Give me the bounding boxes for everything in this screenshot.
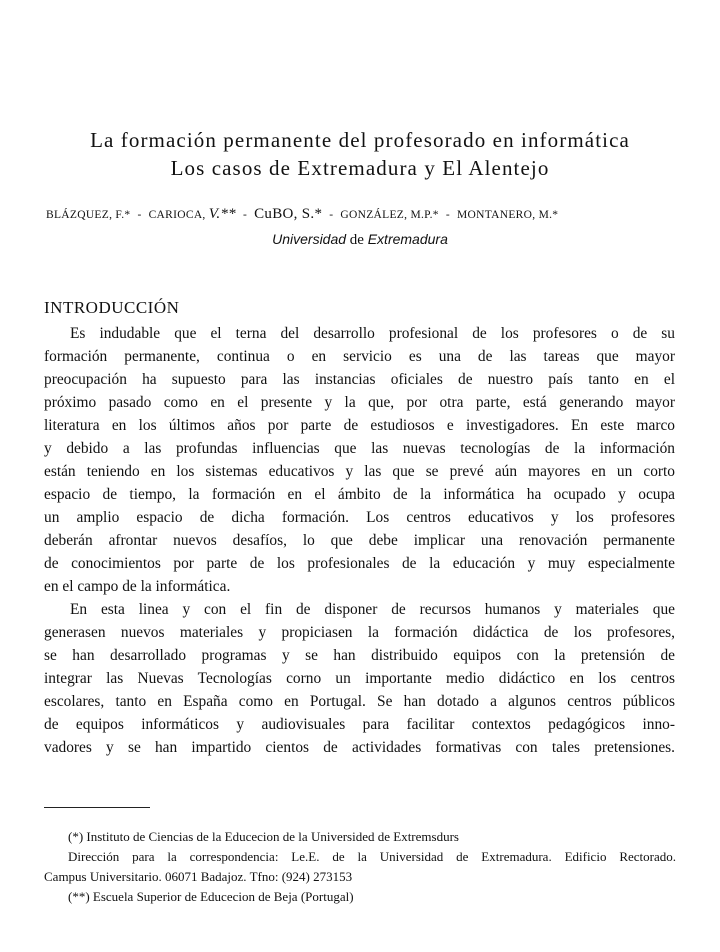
title-line-2: Los casos de Extremadura y El Alentejo — [170, 156, 550, 180]
footnote-2: Dirección para la correspondencia: Le.E. de la Universidad de Extremadura. Edificio Rectorado. — [68, 849, 676, 864]
paragraph-line: espacio de tiempo, la formación en el ámbito de la informática ha ocupado y ocupa — [44, 486, 675, 503]
footnote-2-cont: Campus Universitario. 06071 Badajoz. Tfno: (924) 273153 — [44, 869, 353, 884]
paragraph-line: escolares, tanto en España como en Portugal. Se han dotado a algunos centros públicos — [44, 693, 675, 710]
paragraph-2 — [44, 598, 675, 759]
paragraph-line: vadores y se han impartido cientos de actividades formativas con tales pretensiones. — [44, 739, 675, 756]
author-blazquez: BLÁZQUEZ, F.* — [46, 209, 131, 221]
paragraph-line: se han desarrollado programas y se han distribuido equipos con la pretensión de — [44, 647, 675, 664]
affiliation — [0, 231, 720, 249]
affiliation-de: de — [349, 232, 364, 248]
paragraph-line: Es indudable que el terna del desarrollo profesional de los profesores o de su — [70, 325, 675, 342]
paragraph-line: literatura en los últimos años por parte de estudiosos e investigadores. En este marco — [44, 417, 675, 434]
paragraph-line: están teniendo en los sistemas educativos y las que se prevé aún mayores en un corto — [44, 463, 675, 480]
paragraph-line: formación permanente, continua o en servicio es una de las tareas que mayor — [44, 348, 675, 365]
footnote-divider — [44, 807, 150, 808]
paragraph-line: preocupación ha supuesto para las instancias oficiales de nuestro país tanto en el — [44, 371, 675, 388]
footnote-3: (**) Escuela Superior de Educecion de Beja (Portugal) — [68, 889, 354, 904]
footnote-1: (*) Instituto de Ciencias de la Educecion de la Universided de Extremsdurs — [68, 829, 459, 844]
author-carioca: CARIOCA, — [148, 209, 206, 221]
paragraph-1 — [44, 322, 675, 598]
author-montanero: MONTANERO, M.* — [456, 209, 559, 221]
affiliation-universidad: Universidad — [272, 231, 347, 247]
section-heading: INTRODUCCIÓN — [44, 298, 180, 317]
affiliation-extremadura: Extremadura — [367, 231, 448, 247]
paragraph-line: y debido a las profundas influencias que las nuevas tecnologías de la información — [44, 440, 675, 457]
author-list: BLÁZQUEZ, F.* - CARIOCA, V.** - CuBO, S.* - GONZÁLEZ, M.P.* - MONTANERO, M.* — [46, 206, 559, 222]
paragraph-line: en el campo de la informática. — [44, 578, 231, 595]
title-line-1: La formación permanente del profesorado en informática — [90, 128, 630, 152]
paragraph-line: deberán afrontar nuevos desafíos, lo que debe implicar una renovación permanente — [44, 532, 675, 549]
author-carioca-initial: V.** — [208, 206, 236, 222]
paragraph-line: un amplio espacio de dicha formación. Los centros educativos y los profesores — [44, 509, 675, 526]
paragraph-line: próximo pasado como en el presente y la que, por otra parte, está generando mayor — [44, 394, 675, 411]
author-cubo: CuBO, S.* — [254, 206, 323, 222]
body-text — [44, 322, 675, 759]
paragraph-line: de equipos informáticos y audiovisuales para facilitar contextos pedagógicos inno- — [44, 716, 675, 733]
author-gonzalez: GONZÁLEZ, M.P.* — [340, 209, 439, 221]
footnotes — [44, 827, 676, 907]
paragraph-line: En esta linea y con el fin de disponer de recursos humanos y materiales que — [70, 601, 675, 618]
paragraph-line: integrar las Nuevas Tecnologías corno un importante medio didáctico en los centros — [44, 670, 675, 687]
paragraph-line: de conocimientos por parte de los profesionales de la educación y muy especialmente — [44, 555, 675, 572]
paragraph-line: generasen nuevos materiales y propiciasen la formación didáctica de los profesores, — [44, 624, 675, 641]
